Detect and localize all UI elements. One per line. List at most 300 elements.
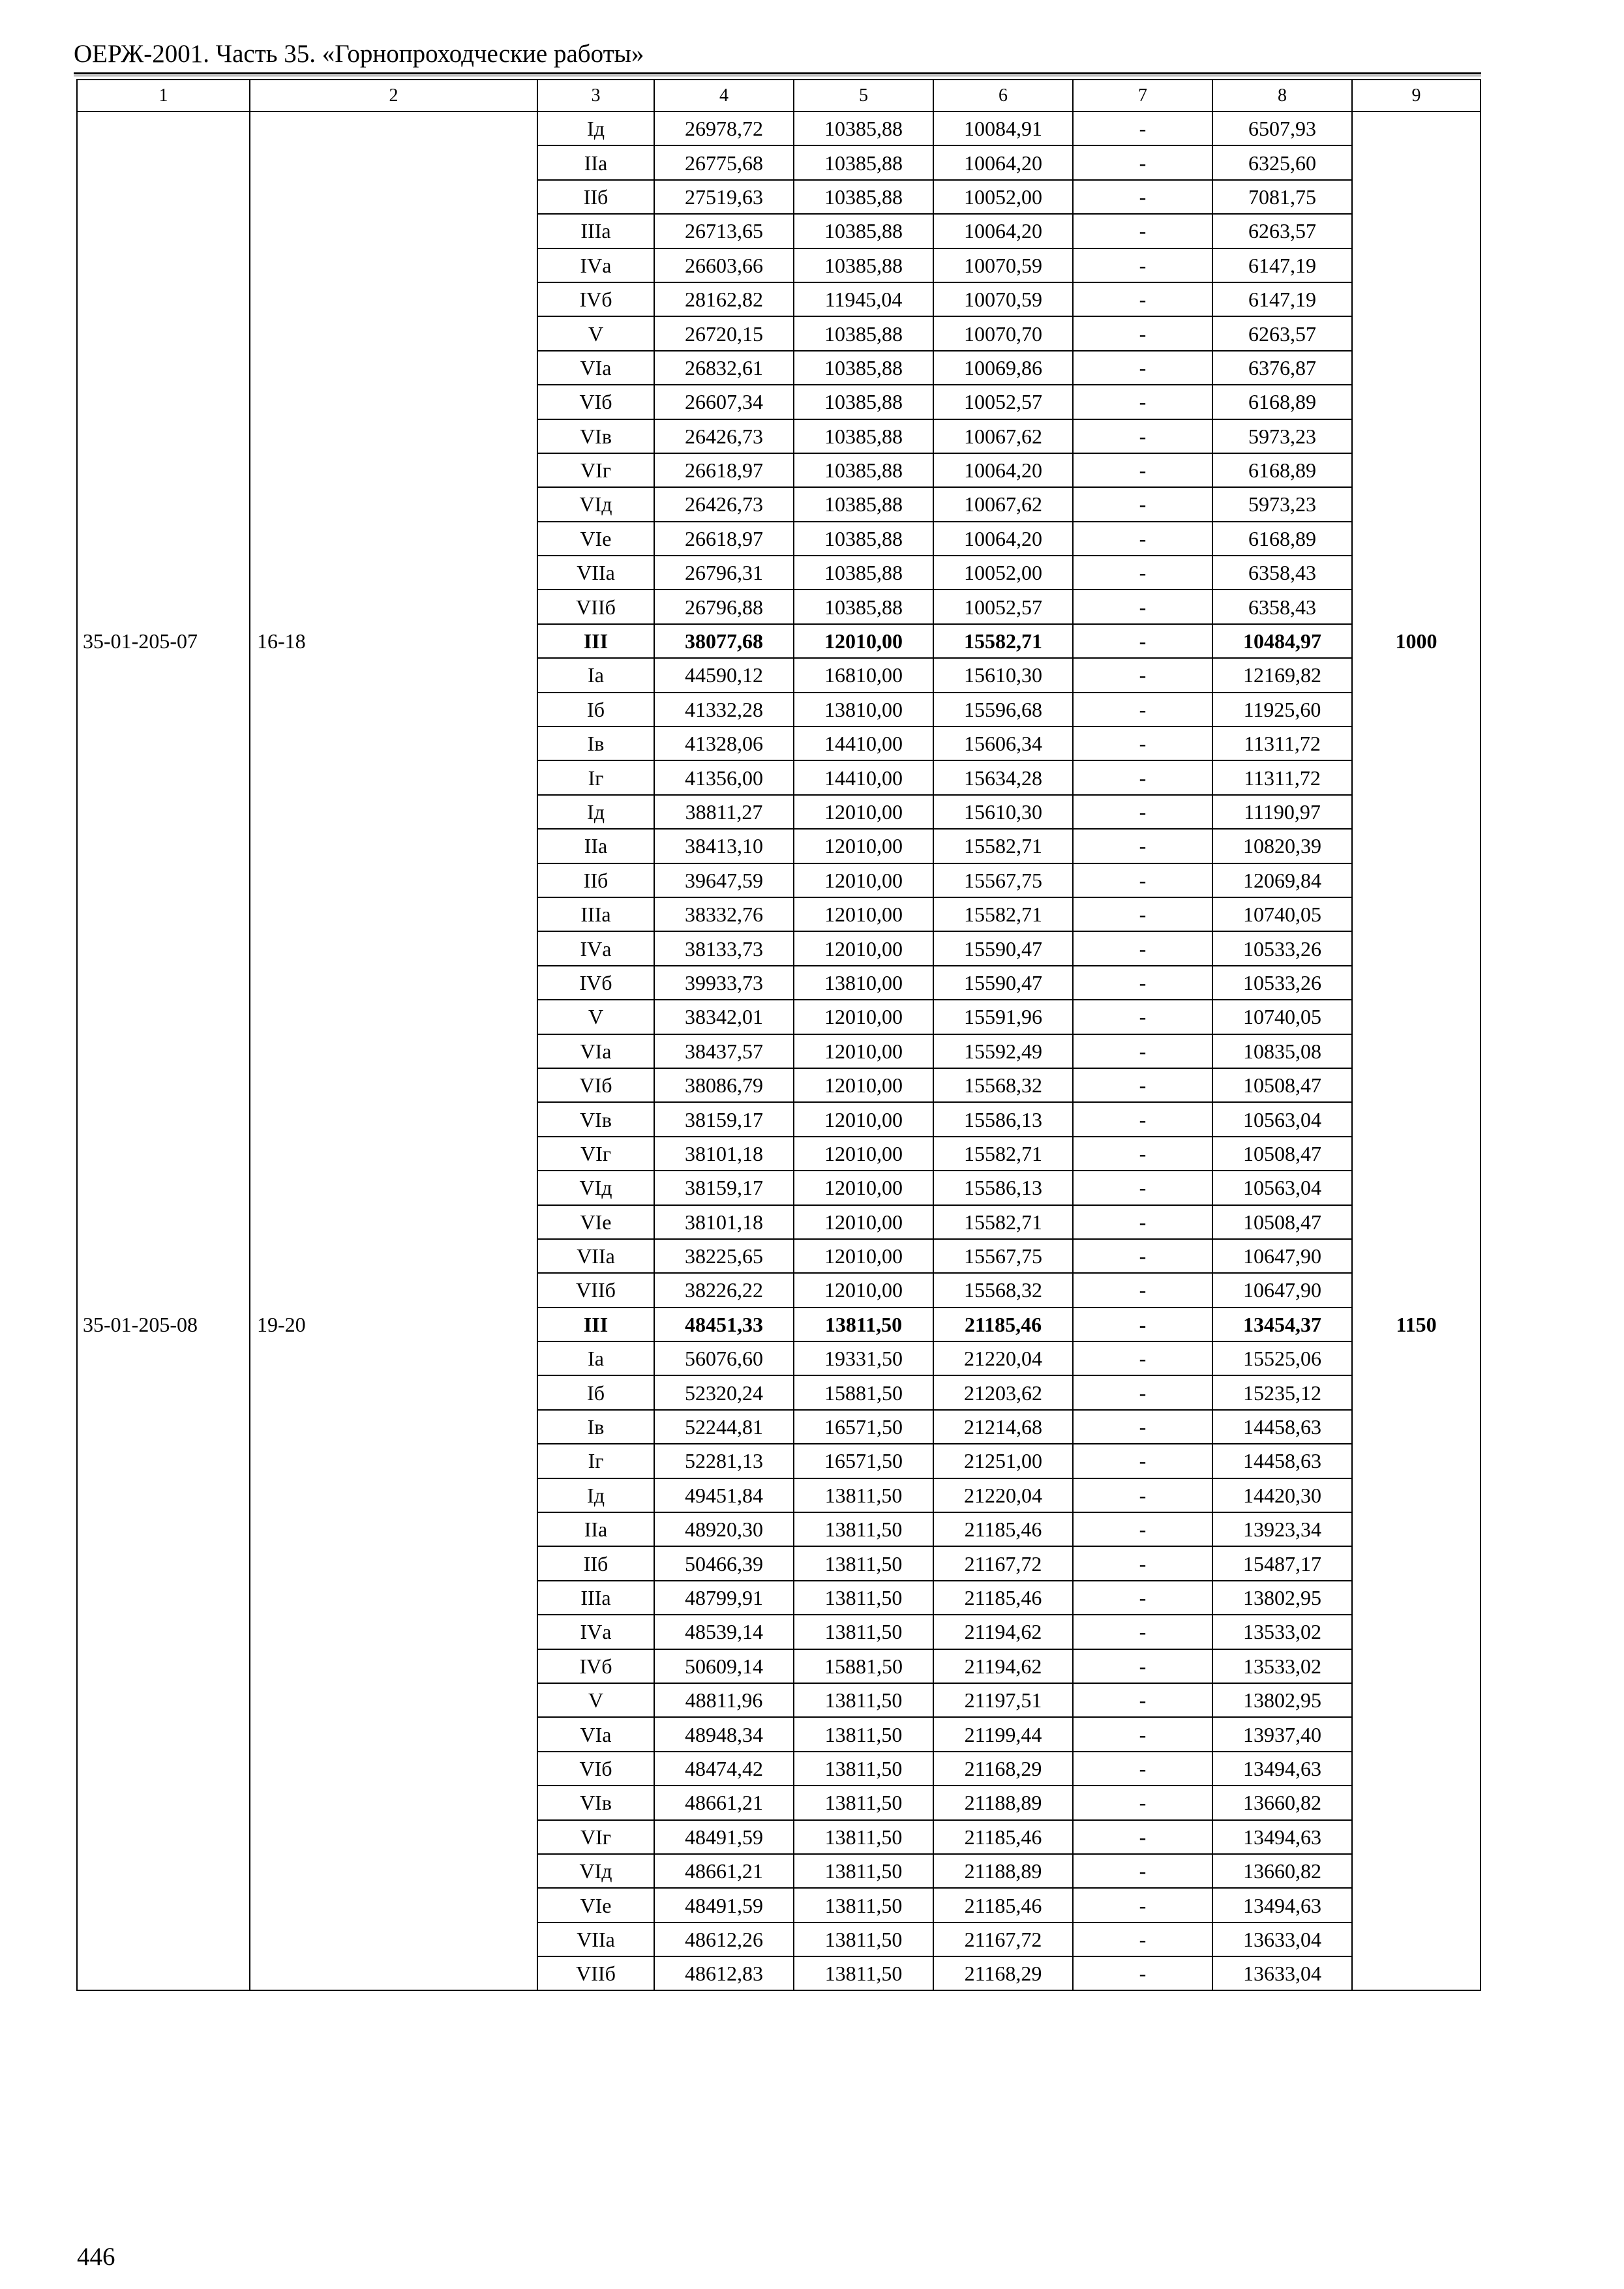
category-range-cell: 16-18: [250, 624, 537, 658]
work-code-cell: [77, 1752, 250, 1786]
machines-cell: 10067,62: [933, 419, 1073, 453]
total-cost-cell: 44590,12: [654, 658, 794, 692]
total-cost-cell: 38811,27: [654, 795, 794, 829]
category-range-cell: [250, 795, 537, 829]
table-row: [77, 1102, 1481, 1136]
category-range-cell: [250, 1273, 537, 1307]
labor-cost-cell: [1352, 1922, 1481, 1956]
category-range-cell: [250, 1649, 537, 1683]
machines-cell: 21185,46: [933, 1888, 1073, 1922]
labor-cost-cell: [1352, 1854, 1481, 1888]
work-code-cell: [77, 590, 250, 623]
table-row: [77, 248, 1481, 282]
machinist-wages-cell: -: [1073, 1410, 1212, 1444]
labor-cost-cell: [1352, 658, 1481, 692]
work-code-cell: 35-01-205-07: [77, 624, 250, 658]
machinist-wages-cell: -: [1073, 1102, 1212, 1136]
materials-cell: 11925,60: [1212, 693, 1352, 726]
table-row: [77, 1171, 1481, 1204]
wages-cell: 12010,00: [794, 897, 933, 931]
machinist-wages-cell: -: [1073, 1752, 1212, 1786]
machines-cell: 15610,30: [933, 658, 1073, 692]
table-row: [77, 1820, 1481, 1854]
category-range-cell: [250, 1820, 537, 1854]
table-row: [77, 1034, 1481, 1068]
wages-cell: 10385,88: [794, 556, 933, 590]
rates-table: [76, 79, 1481, 1991]
rock-group-cell: VIв: [537, 1102, 654, 1136]
wages-cell: 12010,00: [794, 1034, 933, 1068]
category-range-cell: [250, 351, 537, 385]
work-code-cell: [77, 1581, 250, 1615]
machinist-wages-cell: -: [1073, 1308, 1212, 1341]
machinist-wages-cell: -: [1073, 931, 1212, 965]
wages-cell: 12010,00: [794, 795, 933, 829]
work-code-cell: [77, 214, 250, 248]
machines-cell: 10064,20: [933, 453, 1073, 487]
work-code-cell: [77, 1478, 250, 1512]
machines-cell: 21167,72: [933, 1546, 1073, 1580]
labor-cost-cell: [1352, 316, 1481, 350]
table-row: [77, 1000, 1481, 1034]
machines-cell: 10064,20: [933, 522, 1073, 556]
rock-group-cell: V: [537, 1683, 654, 1717]
wages-cell: 12010,00: [794, 931, 933, 965]
wages-cell: 12010,00: [794, 863, 933, 897]
total-cost-cell: 48661,21: [654, 1786, 794, 1819]
rock-group-cell: VIIа: [537, 556, 654, 590]
table-row: [77, 214, 1481, 248]
rock-group-cell: IIб: [537, 1546, 654, 1580]
wages-cell: 12010,00: [794, 1171, 933, 1204]
category-range-cell: [250, 487, 537, 521]
materials-cell: 10740,05: [1212, 897, 1352, 931]
total-cost-cell: 27519,63: [654, 180, 794, 214]
machinist-wages-cell: -: [1073, 1444, 1212, 1478]
materials-cell: 6168,89: [1212, 453, 1352, 487]
materials-cell: 6168,89: [1212, 522, 1352, 556]
materials-cell: 13660,82: [1212, 1854, 1352, 1888]
total-cost-cell: 52244,81: [654, 1410, 794, 1444]
labor-cost-cell: [1352, 1956, 1481, 1990]
wages-cell: 13810,00: [794, 693, 933, 726]
table-row: [77, 1546, 1481, 1580]
table-row: [77, 351, 1481, 385]
machines-cell: 10084,91: [933, 112, 1073, 145]
labor-cost-cell: [1352, 1239, 1481, 1273]
machinist-wages-cell: -: [1073, 1273, 1212, 1307]
category-range-cell: [250, 522, 537, 556]
table-row: [77, 1444, 1481, 1478]
table-row: [77, 1512, 1481, 1546]
table-row: [77, 1068, 1481, 1102]
category-range-cell: [250, 1102, 537, 1136]
machines-cell: 15586,13: [933, 1171, 1073, 1204]
labor-cost-cell: [1352, 1205, 1481, 1239]
work-code-cell: 35-01-205-08: [77, 1308, 250, 1341]
total-cost-cell: 48612,26: [654, 1922, 794, 1956]
total-cost-cell: 48811,96: [654, 1683, 794, 1717]
column-number: 3: [537, 80, 654, 112]
wages-cell: 13811,50: [794, 1854, 933, 1888]
labor-cost-cell: [1352, 1375, 1481, 1409]
work-code-cell: [77, 556, 250, 590]
machinist-wages-cell: -: [1073, 487, 1212, 521]
rock-group-cell: VIе: [537, 1888, 654, 1922]
rock-group-cell: Iб: [537, 1375, 654, 1409]
materials-cell: 12169,82: [1212, 658, 1352, 692]
total-cost-cell: 50466,39: [654, 1546, 794, 1580]
table-row: [77, 1615, 1481, 1649]
machinist-wages-cell: -: [1073, 1683, 1212, 1717]
work-code-cell: [77, 522, 250, 556]
machines-cell: 15606,34: [933, 726, 1073, 760]
page-title: ОЕРЖ-2001. Часть 35. «Горнопроходческие работы»: [74, 40, 644, 68]
category-range-cell: [250, 931, 537, 965]
work-code-cell: [77, 897, 250, 931]
labor-cost-cell: [1352, 760, 1481, 794]
total-cost-cell: 26796,31: [654, 556, 794, 590]
column-number: 8: [1212, 80, 1352, 112]
category-range-cell: [250, 1581, 537, 1615]
table-row: [77, 112, 1481, 145]
labor-cost-cell: [1352, 1341, 1481, 1375]
machines-cell: 21188,89: [933, 1786, 1073, 1819]
total-cost-cell: 26720,15: [654, 316, 794, 350]
machines-cell: 21168,29: [933, 1956, 1073, 1990]
category-range-cell: [250, 1068, 537, 1102]
work-code-cell: [77, 1068, 250, 1102]
column-number: 2: [250, 80, 537, 112]
machines-cell: 10064,20: [933, 214, 1073, 248]
materials-cell: 13533,02: [1212, 1615, 1352, 1649]
total-cost-cell: 48612,83: [654, 1956, 794, 1990]
total-cost-cell: 48491,59: [654, 1820, 794, 1854]
machines-cell: 15586,13: [933, 1102, 1073, 1136]
materials-cell: 13802,95: [1212, 1683, 1352, 1717]
rock-group-cell: IVа: [537, 248, 654, 282]
total-cost-cell: 38133,73: [654, 931, 794, 965]
table-row: [77, 863, 1481, 897]
rock-group-cell: V: [537, 1000, 654, 1034]
work-code-cell: [77, 966, 250, 1000]
machines-cell: 21168,29: [933, 1752, 1073, 1786]
machinist-wages-cell: -: [1073, 1137, 1212, 1171]
labor-cost-cell: 1000: [1352, 624, 1481, 658]
table-row: [77, 693, 1481, 726]
total-cost-cell: 38077,68: [654, 624, 794, 658]
category-range-cell: [250, 180, 537, 214]
rock-group-cell: Iд: [537, 795, 654, 829]
materials-cell: 10647,90: [1212, 1239, 1352, 1273]
total-cost-cell: 38226,22: [654, 1273, 794, 1307]
work-code-cell: [77, 1717, 250, 1751]
wages-cell: 13811,50: [794, 1956, 933, 1990]
wages-cell: 10385,88: [794, 453, 933, 487]
work-code-cell: [77, 487, 250, 521]
wages-cell: 11945,04: [794, 282, 933, 316]
total-cost-cell: 26426,73: [654, 487, 794, 521]
total-cost-cell: 52281,13: [654, 1444, 794, 1478]
total-cost-cell: 26607,34: [654, 385, 794, 419]
work-code-cell: [77, 351, 250, 385]
total-cost-cell: 28162,82: [654, 282, 794, 316]
labor-cost-cell: [1352, 1512, 1481, 1546]
machines-cell: 10052,57: [933, 590, 1073, 623]
machinist-wages-cell: -: [1073, 1000, 1212, 1034]
total-cost-cell: 38332,76: [654, 897, 794, 931]
machinist-wages-cell: -: [1073, 1478, 1212, 1512]
wages-cell: 12010,00: [794, 1102, 933, 1136]
labor-cost-cell: [1352, 556, 1481, 590]
labor-cost-cell: [1352, 1478, 1481, 1512]
machinist-wages-cell: -: [1073, 1546, 1212, 1580]
machinist-wages-cell: -: [1073, 1854, 1212, 1888]
machines-cell: 15590,47: [933, 966, 1073, 1000]
materials-cell: 10740,05: [1212, 1000, 1352, 1034]
machinist-wages-cell: -: [1073, 1205, 1212, 1239]
page-number: 446: [77, 2243, 115, 2271]
materials-cell: 10508,47: [1212, 1205, 1352, 1239]
total-cost-cell: 49451,84: [654, 1478, 794, 1512]
rock-group-cell: IIб: [537, 863, 654, 897]
labor-cost-cell: [1352, 726, 1481, 760]
work-code-cell: [77, 863, 250, 897]
work-code-cell: [77, 112, 250, 145]
materials-cell: 10820,39: [1212, 829, 1352, 863]
category-range-cell: [250, 726, 537, 760]
materials-cell: 14458,63: [1212, 1444, 1352, 1478]
wages-cell: 13811,50: [794, 1308, 933, 1341]
table-row: [77, 1137, 1481, 1171]
category-range-cell: [250, 453, 537, 487]
wages-cell: 10385,88: [794, 112, 933, 145]
machinist-wages-cell: -: [1073, 1239, 1212, 1273]
materials-cell: 13633,04: [1212, 1922, 1352, 1956]
labor-cost-cell: [1352, 1546, 1481, 1580]
machines-cell: 21194,62: [933, 1615, 1073, 1649]
category-range-cell: [250, 556, 537, 590]
materials-cell: 13937,40: [1212, 1717, 1352, 1751]
rock-group-cell: IIа: [537, 1512, 654, 1546]
rock-group-cell: Iг: [537, 760, 654, 794]
category-range-cell: [250, 863, 537, 897]
materials-cell: 6376,87: [1212, 351, 1352, 385]
work-code-cell: [77, 453, 250, 487]
category-range-cell: [250, 1717, 537, 1751]
machines-cell: 15568,32: [933, 1068, 1073, 1102]
labor-cost-cell: [1352, 112, 1481, 145]
category-range-cell: [250, 1683, 537, 1717]
machinist-wages-cell: -: [1073, 112, 1212, 145]
table-row: [77, 1683, 1481, 1717]
materials-cell: 13633,04: [1212, 1956, 1352, 1990]
rock-group-cell: IIIа: [537, 1581, 654, 1615]
category-range-cell: [250, 1546, 537, 1580]
work-code-cell: [77, 1034, 250, 1068]
table-row: [77, 487, 1481, 521]
machinist-wages-cell: -: [1073, 282, 1212, 316]
rock-group-cell: VIIа: [537, 1239, 654, 1273]
rock-group-cell: IIIа: [537, 897, 654, 931]
work-code-cell: [77, 248, 250, 282]
materials-cell: 10835,08: [1212, 1034, 1352, 1068]
labor-cost-cell: [1352, 693, 1481, 726]
machinist-wages-cell: -: [1073, 1820, 1212, 1854]
labor-cost-cell: [1352, 145, 1481, 179]
work-code-cell: [77, 1205, 250, 1239]
machines-cell: 15582,71: [933, 624, 1073, 658]
work-code-cell: [77, 931, 250, 965]
total-cost-cell: 38086,79: [654, 1068, 794, 1102]
machines-cell: 15582,71: [933, 897, 1073, 931]
category-range-cell: [250, 385, 537, 419]
wages-cell: 19331,50: [794, 1341, 933, 1375]
work-code-cell: [77, 658, 250, 692]
wages-cell: 16571,50: [794, 1444, 933, 1478]
table-row: [77, 282, 1481, 316]
category-range-cell: [250, 1375, 537, 1409]
wages-cell: 10385,88: [794, 590, 933, 623]
rock-group-cell: VIа: [537, 1034, 654, 1068]
rock-group-cell: VIв: [537, 419, 654, 453]
wages-cell: 10385,88: [794, 180, 933, 214]
materials-cell: 10647,90: [1212, 1273, 1352, 1307]
category-range-cell: [250, 897, 537, 931]
rock-group-cell: VIIа: [537, 1922, 654, 1956]
total-cost-cell: 38159,17: [654, 1171, 794, 1204]
labor-cost-cell: [1352, 1000, 1481, 1034]
machinist-wages-cell: -: [1073, 1068, 1212, 1102]
machinist-wages-cell: -: [1073, 1649, 1212, 1683]
work-code-cell: [77, 1239, 250, 1273]
table-row: [77, 1717, 1481, 1751]
machines-cell: 21194,62: [933, 1649, 1073, 1683]
category-range-cell: [250, 112, 537, 145]
work-code-cell: [77, 1649, 250, 1683]
wages-cell: 10385,88: [794, 316, 933, 350]
total-cost-cell: 26775,68: [654, 145, 794, 179]
total-cost-cell: 38342,01: [654, 1000, 794, 1034]
column-number: 5: [794, 80, 933, 112]
table-row: [77, 1273, 1481, 1307]
rock-group-cell: IVа: [537, 931, 654, 965]
category-range-cell: [250, 829, 537, 863]
materials-cell: 6263,57: [1212, 316, 1352, 350]
wages-cell: 14410,00: [794, 760, 933, 794]
total-cost-cell: 26618,97: [654, 453, 794, 487]
category-range-cell: [250, 419, 537, 453]
machines-cell: 15568,32: [933, 1273, 1073, 1307]
machines-cell: 21188,89: [933, 1854, 1073, 1888]
machines-cell: 15634,28: [933, 760, 1073, 794]
materials-cell: 13494,63: [1212, 1820, 1352, 1854]
materials-cell: 11311,72: [1212, 726, 1352, 760]
total-cost-cell: 48799,91: [654, 1581, 794, 1615]
labor-cost-cell: [1352, 1444, 1481, 1478]
header-rule: [74, 72, 1481, 74]
wages-cell: 13811,50: [794, 1615, 933, 1649]
machines-cell: 21167,72: [933, 1922, 1073, 1956]
table-row: [77, 658, 1481, 692]
labor-cost-cell: [1352, 931, 1481, 965]
rock-group-cell: V: [537, 316, 654, 350]
machines-cell: 21214,68: [933, 1410, 1073, 1444]
work-code-cell: [77, 145, 250, 179]
table-row: [77, 1581, 1481, 1615]
machines-cell: 21220,04: [933, 1478, 1073, 1512]
labor-cost-cell: [1352, 897, 1481, 931]
total-cost-cell: 48451,33: [654, 1308, 794, 1341]
wages-cell: 12010,00: [794, 1205, 933, 1239]
work-code-cell: [77, 760, 250, 794]
work-code-cell: [77, 1341, 250, 1375]
wages-cell: 13811,50: [794, 1888, 933, 1922]
category-range-cell: [250, 1171, 537, 1204]
rock-group-cell: III: [537, 624, 654, 658]
table-row: [77, 1410, 1481, 1444]
wages-cell: 12010,00: [794, 1000, 933, 1034]
machines-cell: 10070,59: [933, 248, 1073, 282]
table-row: [77, 385, 1481, 419]
materials-cell: 6147,19: [1212, 282, 1352, 316]
wages-cell: 10385,88: [794, 419, 933, 453]
rock-group-cell: IVа: [537, 1615, 654, 1649]
table-row: [77, 453, 1481, 487]
work-code-cell: [77, 1956, 250, 1990]
category-range-cell: 19-20: [250, 1308, 537, 1341]
machinist-wages-cell: -: [1073, 1922, 1212, 1956]
materials-cell: 6168,89: [1212, 385, 1352, 419]
work-code-cell: [77, 1171, 250, 1204]
category-range-cell: [250, 1137, 537, 1171]
table-row: [77, 1205, 1481, 1239]
total-cost-cell: 26978,72: [654, 112, 794, 145]
category-range-cell: [250, 658, 537, 692]
machinist-wages-cell: -: [1073, 453, 1212, 487]
machinist-wages-cell: -: [1073, 1512, 1212, 1546]
category-range-cell: [250, 1034, 537, 1068]
rock-group-cell: VIб: [537, 1752, 654, 1786]
wages-cell: 13811,50: [794, 1752, 933, 1786]
machines-cell: 15567,75: [933, 863, 1073, 897]
total-cost-cell: 41332,28: [654, 693, 794, 726]
machines-cell: 15591,96: [933, 1000, 1073, 1034]
materials-cell: 6358,43: [1212, 590, 1352, 623]
category-range-cell: [250, 1512, 537, 1546]
work-code-cell: [77, 1888, 250, 1922]
work-code-cell: [77, 1410, 250, 1444]
table-row: [77, 522, 1481, 556]
category-range-cell: [250, 1341, 537, 1375]
labor-cost-cell: [1352, 1410, 1481, 1444]
total-cost-cell: 26603,66: [654, 248, 794, 282]
materials-cell: 13923,34: [1212, 1512, 1352, 1546]
column-number: 7: [1073, 80, 1212, 112]
materials-cell: 6263,57: [1212, 214, 1352, 248]
materials-cell: 7081,75: [1212, 180, 1352, 214]
labor-cost-cell: [1352, 282, 1481, 316]
materials-cell: 10484,97: [1212, 624, 1352, 658]
machines-cell: 10052,57: [933, 385, 1073, 419]
labor-cost-cell: [1352, 1137, 1481, 1171]
table-row: [77, 316, 1481, 350]
wages-cell: 10385,88: [794, 487, 933, 521]
total-cost-cell: 38101,18: [654, 1137, 794, 1171]
table-row: [77, 897, 1481, 931]
work-code-cell: [77, 180, 250, 214]
materials-cell: 6358,43: [1212, 556, 1352, 590]
